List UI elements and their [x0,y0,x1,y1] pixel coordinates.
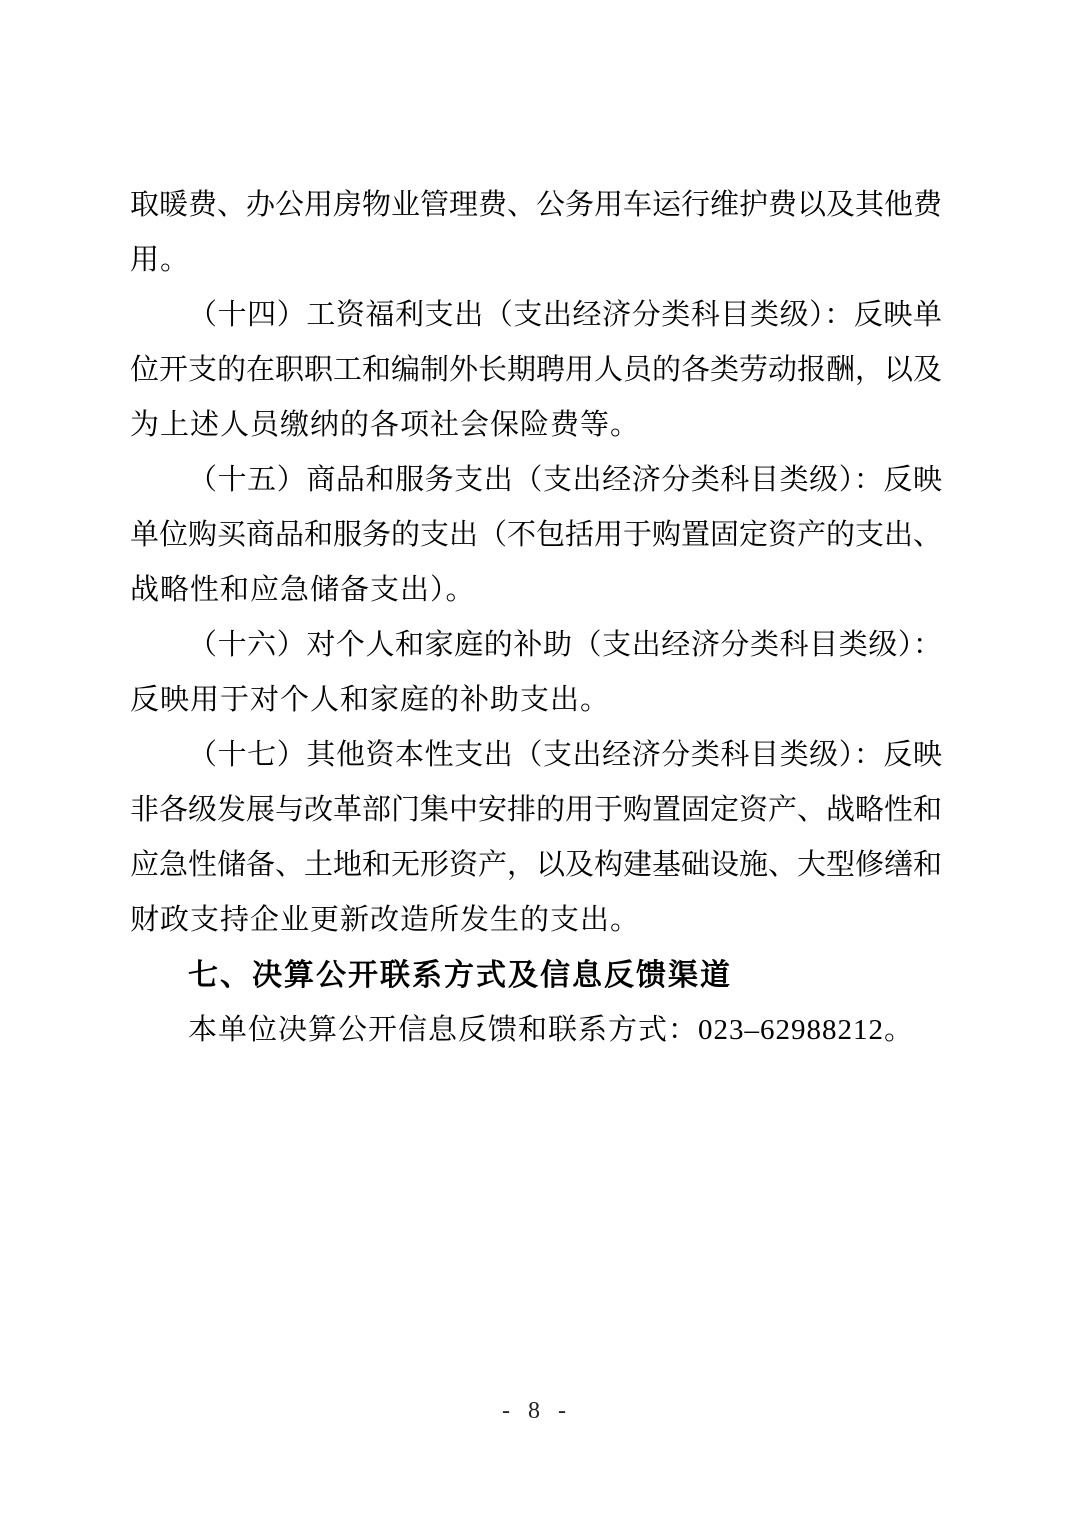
paragraph-line: （十四）工资福利支出（支出经济分类科目类级）：反映单 [188,299,942,331]
paragraph-line: 反映用于对个人和家庭的补助支出。 [130,684,611,716]
contact-info-line: 本单位决算公开信息反馈和联系方式：023–62988212。 [188,1014,915,1046]
document-body [130,178,942,1058]
page-footer [0,1398,1074,1425]
paragraph-line: 战略性和应急储备支出）。 [130,574,476,606]
paragraph-line: 取暖费、办公用房物业管理费、公务用车运行维护费以及其他费 [130,189,943,221]
paragraph-line: 财政支持企业更新改造所发生的支出。 [130,904,641,936]
paragraph-line: （十五）商品和服务支出（支出经济分类科目类级）：反映 [188,464,942,496]
page-number: - 8 - [502,1398,572,1424]
paragraph-line: 应急性储备、土地和无形资产，以及构建基础设施、大型修缮和 [130,849,943,881]
paragraph-line: 位开支的在职职工和编制外长期聘用人员的各类劳动报酬，以及 [130,354,943,386]
section-heading: 七、决算公开联系方式及信息反馈渠道 [188,959,732,992]
paragraph-line: （十六）对个人和家庭的补助（支出经济分类科目类级）： [188,629,942,661]
paragraph-line: 单位购买商品和服务的支出（不包括用于购置固定资产的支出、 [130,519,943,551]
paragraph-line: （十七）其他资本性支出（支出经济分类科目类级）：反映 [188,739,942,771]
paragraph-line: 非各级发展与改革部门集中安排的用于购置固定资产、战略性和 [130,794,943,826]
paragraph-line: 用。 [130,244,191,276]
paragraph-line: 为上述人员缴纳的各项社会保险费等。 [130,409,641,441]
